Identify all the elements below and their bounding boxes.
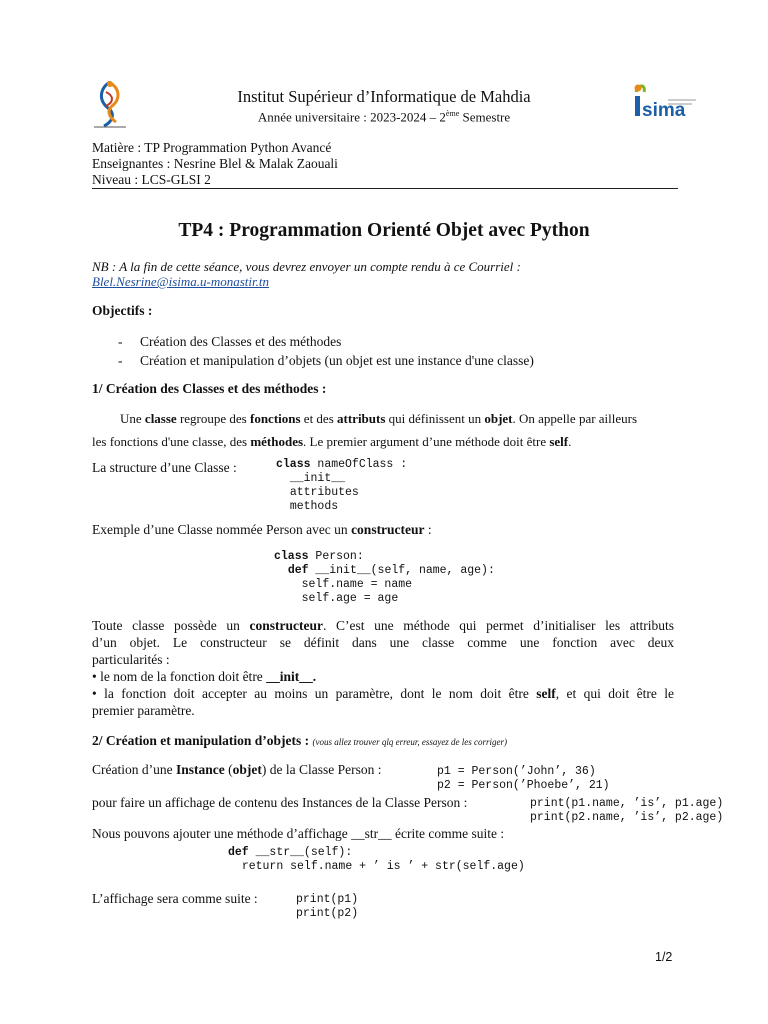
creation-code-block: p1 = Person(’John’, 36) p2 = Person(’Phoebe’, 21) — [437, 765, 610, 792]
section1-paragraph-line2: les fonctions d'une classe, des méthodes. Le premier argument d’une méthode doit être self. — [92, 434, 572, 449]
str-code-block: def __str__(self): return self.name + ’ is ’ + str(self.age) — [228, 846, 525, 873]
meta-matiere: Matière : TP Programmation Python Avancé — [92, 140, 332, 155]
meta-niveau: Niveau : LCS-GLSI 2 — [92, 172, 211, 187]
meta-enseignantes: Enseignantes : Nesrine Blel & Malak Zaouali — [92, 156, 338, 171]
objectif-item: - Création et manipulation d’objets (un objet est une instance d'une classe) — [118, 353, 534, 368]
page-number: 1/2 — [655, 950, 673, 964]
structure-code-block: class nameOfClass : __init__ attributes methods — [276, 458, 408, 513]
constructeur-line6: premier paramètre. — [92, 703, 195, 718]
institute-name: Institut Supérieur d’Informatique de Mahdia — [237, 87, 531, 106]
print-code-block: print(p1) print(p2) — [296, 893, 359, 920]
nb-email-link[interactable]: Blel.Nesrine@isima.u-monastir.tn — [92, 274, 269, 289]
nb-note: NB : A la fin de cette séance, vous devrez envoyer un compte rendu à ce Courriel : Blel.Nesrine@isima.u-monastir.tn — [92, 259, 521, 289]
print-label: L’affichage sera comme suite : — [92, 891, 258, 906]
structure-label: La structure d’une Classe : — [92, 460, 237, 475]
affichage-label: pour faire un affichage de contenu des Instances de la Classe Person : — [92, 795, 468, 810]
constructeur-line1: Toute classe possède un constructeur. C’est une méthode qui permet d’initialiser les attributs — [92, 618, 674, 633]
section2-note: (vous allez trouver qlq erreur, essayez de les corriger) — [312, 737, 508, 747]
objectif-item: - Création des Classes et des méthodes — [118, 334, 342, 349]
constructeur-line4: • le nom de la fonction doit être __init__. — [92, 669, 317, 684]
str-label: Nous pouvons ajouter une méthode d’affichage __str__ écrite comme suite : — [92, 826, 505, 841]
objectifs-heading: Objectifs : — [92, 303, 153, 318]
document-title: TP4 : Programmation Orienté Objet avec Python — [178, 220, 590, 241]
affichage-code-block: print(p1.name, ’is’, p1.age) print(p2.name, ’is’, p2.age) — [530, 797, 724, 824]
section1-heading: 1/ Création des Classes et des méthodes : — [92, 381, 327, 396]
constructeur-line2: d’un objet. Le constructeur se définit dans une classe comme une fonction avec deux — [92, 635, 674, 650]
constructeur-line5: • la fonction doit accepter au moins un paramètre, dont le nom doit être self, et qui doit être le — [92, 686, 674, 701]
person-code-block: class Person: def __init__(self, name, age): self.name = name self.age = age — [274, 550, 495, 605]
creation-label: Création d’une Instance (objet) de la Classe Person : — [92, 762, 382, 777]
isima-logo-text: sima — [642, 100, 686, 121]
section1-paragraph-line1: Une classe regroupe des fonctions et des attributs qui définissent un objet. On appelle par ailleurs — [120, 411, 638, 426]
header-divider — [92, 188, 678, 189]
constructeur-line3: particularités : — [92, 652, 170, 667]
exemple-label: Exemple d’une Classe nommée Person avec un constructeur : — [92, 522, 432, 537]
academic-year: Année universitaire : 2023-2024 – 2ème Semestre — [257, 109, 511, 125]
section2-heading: 2/ Création et manipulation d’objets : (vous allez trouver qlq erreur, essayez de les corriger) — [92, 733, 508, 748]
